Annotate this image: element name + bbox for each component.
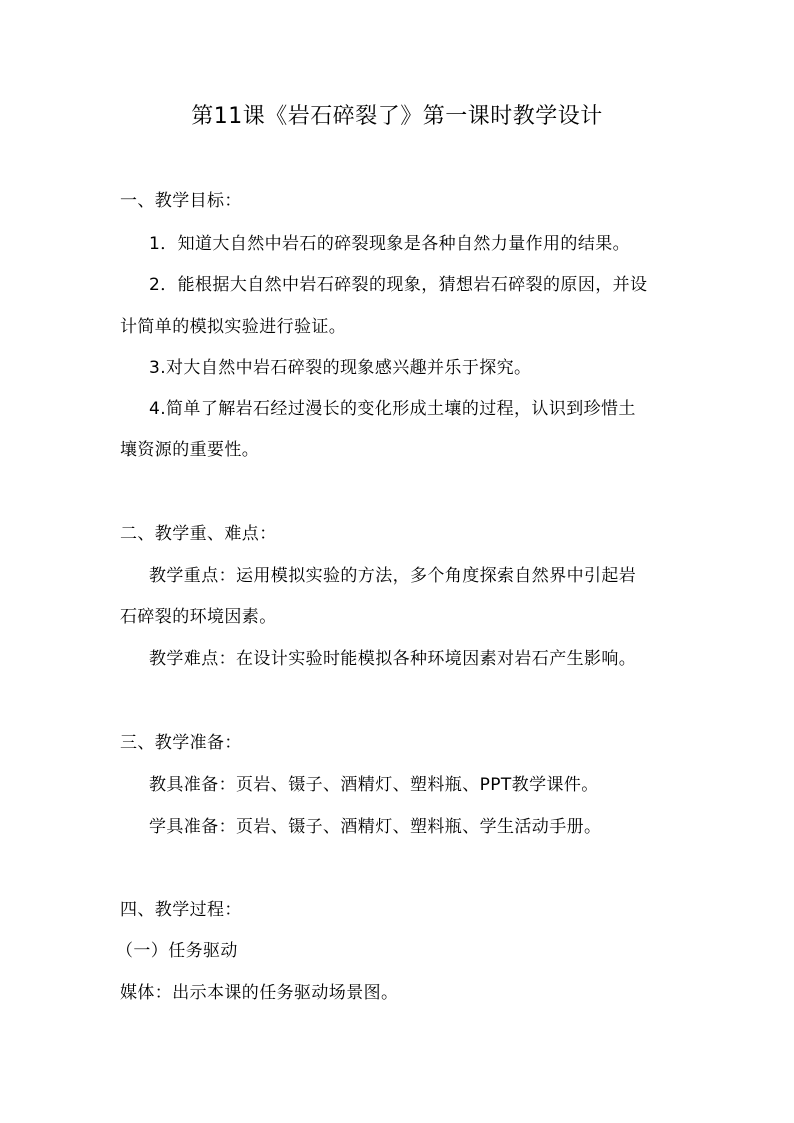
objective-item-4-line-2: 壤资源的重要性。 — [120, 440, 260, 460]
objective-item-2-line-2: 计简单的模拟实验进行验证。 — [120, 317, 347, 337]
section-heading-key-points: 二、教学重、难点： — [120, 524, 277, 544]
section-heading-objectives: 一、教学目标： — [120, 191, 242, 211]
process-media: 媒体：出示本课的任务驱动场景图。 — [120, 983, 399, 1003]
document-title: 第11课《岩石碎裂了》第一课时教学设计 — [191, 104, 603, 129]
objective-item-2-line-1: 2．能根据大自然中岩石碎裂的现象，猜想岩石碎裂的原因，并设 — [149, 275, 648, 295]
objective-item-4-line-1: 4.简单了解岩石经过漫长的变化形成土壤的过程，认识到珍惜土 — [149, 399, 636, 419]
process-step-1: （一）任务驱动 — [116, 941, 238, 961]
section-heading-preparation: 三、教学准备： — [120, 733, 242, 753]
key-point-focus-line-2: 石碎裂的环境因素。 — [120, 607, 277, 627]
objective-item-1: 1．知道大自然中岩石的碎裂现象是各种自然力量作用的结果。 — [149, 234, 631, 254]
preparation-teacher: 教具准备：页岩、镊子、酒精灯、塑料瓶、PPT教学课件。 — [149, 775, 599, 795]
section-heading-process: 四、教学过程： — [120, 900, 242, 920]
preparation-student: 学具准备：页岩、镊子、酒精灯、塑料瓶、学生活动手册。 — [149, 817, 602, 837]
key-point-difficulty: 教学难点：在设计实验时能模拟各种环境因素对岩石产生影响。 — [149, 649, 637, 669]
key-point-focus-line-1: 教学重点：运用模拟实验的方法，多个角度探索自然界中引起岩 — [149, 566, 637, 586]
objective-item-3: 3.对大自然中岩石碎裂的现象感兴趣并乐于探究。 — [149, 358, 532, 378]
